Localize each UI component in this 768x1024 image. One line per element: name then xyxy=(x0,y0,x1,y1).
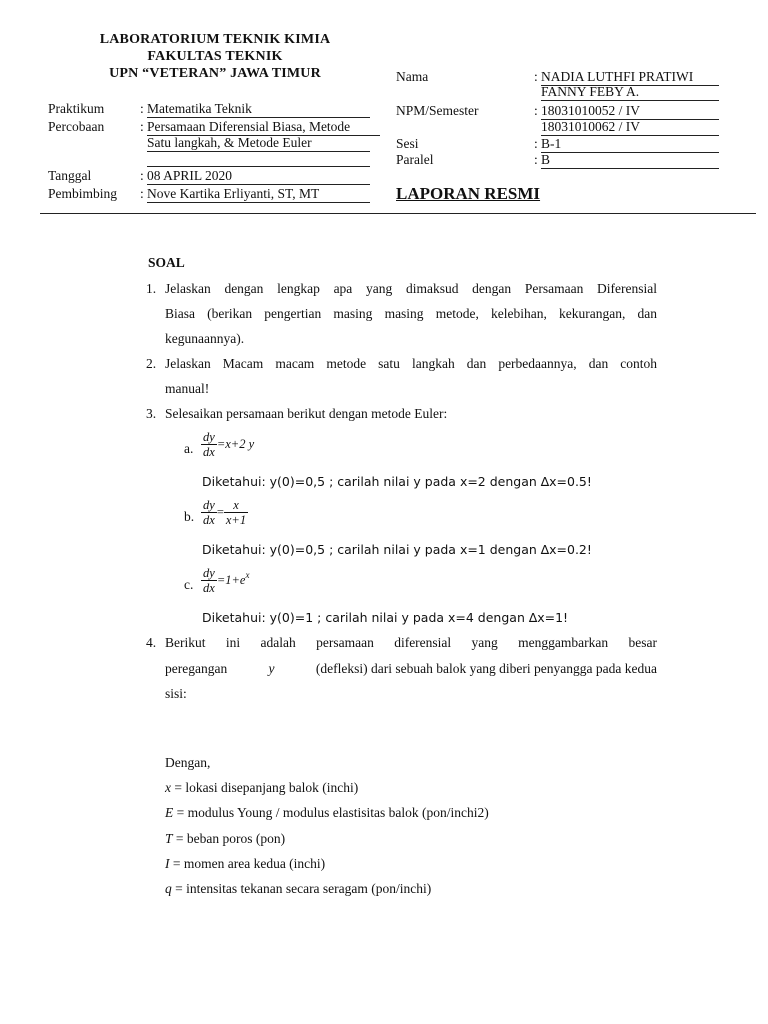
paralel-label: Paralel xyxy=(396,152,434,167)
nama-label: Nama xyxy=(396,69,429,84)
sesi-label: Sesi xyxy=(396,136,419,151)
equation-rhs: =1+e xyxy=(216,573,246,588)
frac-denominator: x+1 xyxy=(225,513,247,527)
q3c-label: c. xyxy=(184,577,194,592)
tanggal-label: Tanggal xyxy=(48,168,92,183)
frac-numerator: dy xyxy=(203,566,215,580)
q2-number: 2. xyxy=(146,356,157,371)
sesi-value: B-1 xyxy=(541,136,719,153)
percobaan-value-line2: Satu langkah, & Metode Euler xyxy=(147,135,370,152)
definition-row xyxy=(165,775,358,800)
frac-numerator: x xyxy=(233,498,239,512)
definition-symbol: x xyxy=(165,780,171,795)
dengan-label: Dengan, xyxy=(165,755,211,770)
npm-value-line1: 18031010052 / IV xyxy=(541,103,719,120)
q3-line1: Selesaikan persamaan berikut dengan metode Euler: xyxy=(165,406,448,421)
exponent: x xyxy=(245,569,250,580)
dydx-fraction xyxy=(201,498,217,527)
pembimbing-label: Pembimbing xyxy=(48,186,118,201)
definition-text: = lokasi disepanjang balok (inchi) xyxy=(174,780,359,795)
tanggal-value: 08 APRIL 2020 xyxy=(147,168,370,185)
definition-text: = beban poros (pon) xyxy=(175,831,286,846)
report-title: LAPORAN RESMI xyxy=(396,184,541,203)
definition-symbol: q xyxy=(165,881,172,896)
q1-number: 1. xyxy=(146,281,157,296)
colon: : xyxy=(534,103,538,118)
q4-line2-part2: (defleksi) dari sebuah balok yang diberi penyangga pada kedua xyxy=(315,661,657,676)
definition-row xyxy=(165,876,431,901)
q3b-label: b. xyxy=(184,509,195,524)
q3a-given: Diketahui: y(0)=0,5 ; carilah nilai y pada x=2 dengan ∆x=0.5! xyxy=(202,474,592,489)
q1-line2: Biasa (berikan pengertian masing masing metode, kelebihan, kekurangan, dan xyxy=(165,306,657,321)
frac-denominator: dx xyxy=(203,581,215,595)
definition-text: = modulus Young / modulus elastisitas balok (pon/inchi2) xyxy=(176,805,489,820)
npm-label: NPM/Semester xyxy=(396,103,479,118)
praktikum-label: Praktikum xyxy=(48,101,105,116)
equation-rhs: =x+2 y xyxy=(216,437,255,452)
nama-value-line1: NADIA LUTHFI PRATIWI xyxy=(541,69,719,86)
colon: : xyxy=(140,186,144,201)
definition-text: = intensitas tekanan secara seragam (pon/inchi) xyxy=(175,881,432,896)
definition-row xyxy=(165,851,325,876)
blank-underline xyxy=(147,166,370,167)
praktikum-value: Matematika Teknik xyxy=(147,101,370,118)
definition-row xyxy=(165,800,489,825)
dydx-fraction xyxy=(201,430,217,459)
q3b-given: Diketahui: y(0)=0,5 ; carilah nilai y pada x=1 dengan ∆x=0.2! xyxy=(202,542,592,557)
frac-numerator: dy xyxy=(203,498,215,512)
q3-number: 3. xyxy=(146,406,157,421)
university-name: UPN “VETERAN” JAWA TIMUR xyxy=(109,66,321,81)
colon: : xyxy=(534,69,538,84)
q3c-equation xyxy=(201,566,249,595)
q2-line1: Jelaskan Macam macam metode satu langkah dan perbedaannya, dan contoh xyxy=(165,356,657,371)
frac-denominator: dx xyxy=(203,513,215,527)
q4-line2 xyxy=(165,656,657,681)
rhs-fraction xyxy=(224,498,248,527)
definition-row xyxy=(165,826,285,851)
q4-number: 4. xyxy=(146,635,157,650)
q1-line3: kegunaannya). xyxy=(165,331,245,346)
definition-symbol: T xyxy=(165,831,173,846)
lab-name: LABORATORIUM TEKNIK KIMIA xyxy=(99,32,331,47)
faculty-name: FAKULTAS TEKNIK xyxy=(147,49,283,64)
q3b-equation xyxy=(201,498,248,527)
definition-symbol: E xyxy=(165,805,174,820)
q4-line1: Berikut ini adalah persamaan diferensial yang menggambarkan besar xyxy=(165,635,657,650)
dydx-fraction xyxy=(201,566,217,595)
percobaan-label: Percobaan xyxy=(48,119,105,134)
colon: : xyxy=(534,136,538,151)
frac-denominator: dx xyxy=(203,445,215,459)
q4-line3: sisi: xyxy=(165,686,187,701)
colon: : xyxy=(140,101,144,116)
q3a-label: a. xyxy=(184,441,194,456)
q4-line2-part1: peregangan xyxy=(165,661,228,676)
definition-text: = momen area kedua (inchi) xyxy=(172,856,326,871)
frac-numerator: dy xyxy=(203,430,215,444)
definition-symbol: I xyxy=(165,856,170,871)
npm-value-line2: 18031010062 / IV xyxy=(541,119,719,136)
q3a-equation xyxy=(201,430,254,459)
q4-variable-y: y xyxy=(268,661,275,676)
soal-heading: SOAL xyxy=(148,255,185,270)
pembimbing-value: Nove Kartika Erliyanti, ST, MT xyxy=(147,186,370,203)
colon: : xyxy=(534,152,538,167)
header-divider xyxy=(40,213,756,214)
equals-sign: = xyxy=(216,505,224,520)
q3c-given: Diketahui: y(0)=1 ; carilah nilai y pada x=4 dengan ∆x=1! xyxy=(202,610,569,625)
colon: : xyxy=(140,168,144,183)
q1-line1: Jelaskan dengan lengkap apa yang dimaksud dengan Persamaan Diferensial xyxy=(165,281,657,296)
percobaan-value-line1: Persamaan Diferensial Biasa, Metode xyxy=(147,119,380,136)
paralel-value: B xyxy=(541,152,719,169)
q2-line2: manual! xyxy=(165,381,210,396)
nama-value-line2: FANNY FEBY A. xyxy=(541,84,719,101)
colon: : xyxy=(140,119,144,134)
